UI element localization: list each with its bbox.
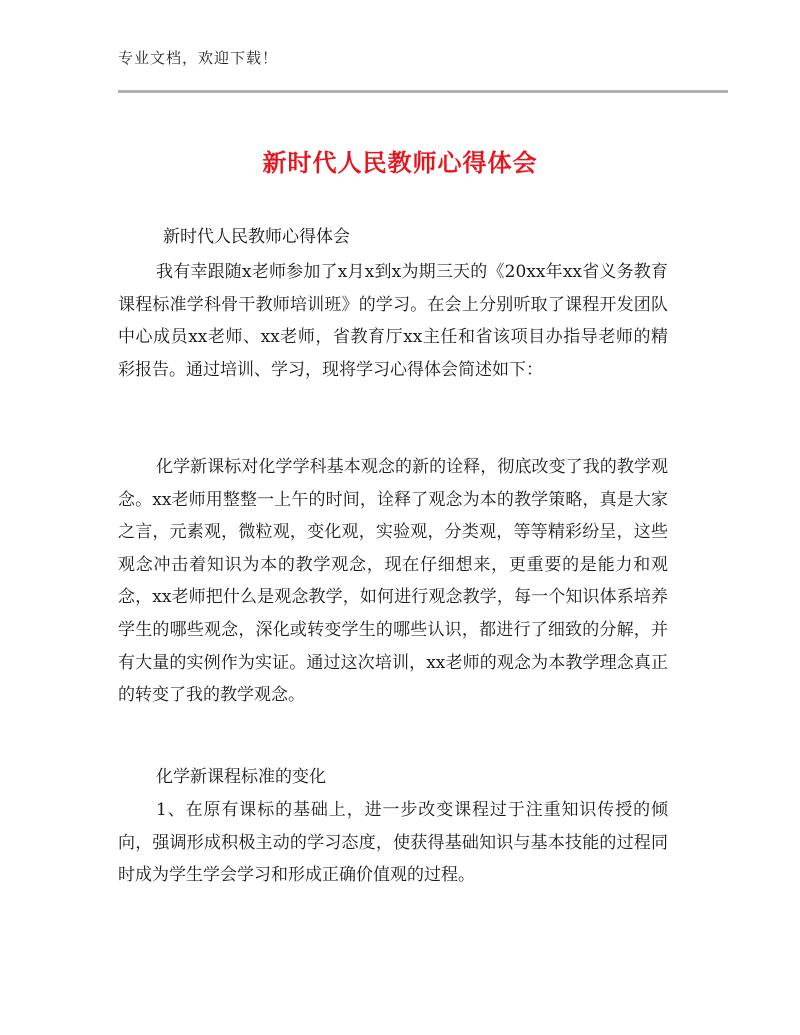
paragraph-intro: 我有幸跟随x老师参加了x月x到x为期三天的《20xx年xx省义务教育课程标准学科骨干教师培训班》的学习。在会上分别听取了课程开发团队中心成员xx老师、xx老师，省教育厅xx主任和省该项目办指导老师的精彩报告。通过培训、学习，现将学习心得体会简述如下： [118,262,668,380]
page-header-text: 专业文档，欢迎下载！ [118,49,279,67]
paragraph-section-heading: 化学新课程标准的变化 [156,767,326,787]
document-title: 新时代人民教师心得体会 [262,149,538,177]
paragraph-concepts: 化学新课标对化学学科基本观念的新的诠释，彻底改变了我的教学观念。xx老师用整整一上午的时间，诠释了观念为本的教学策略，真是大家之言，元素观，微粒观，变化观，实验观，分类观，等等精彩纷呈，这些观念冲击着知识为本的教学观念，现在仔细想来，更重要的是能力和观念，xx老师把什么是观念教学，如何进行观念教学，每一个知识体系培养学生的哪些观念，深化或转变学生的哪些认识，都进行了细致的分解，并有大量的实例作为实证。通过这次培训，xx老师的观念为本教学理念真正的转变了我的教学观念。 [118,457,668,706]
paragraph-point-1: 1、在原有课标的基础上，进一步改变课程过于注重知识传授的倾向，强调形成积极主动的学习态度，使获得基础知识与基本技能的过程同时成为学生学会学习和形成正确价值观的过程。 [118,800,668,886]
header-divider [118,90,728,93]
document-subtitle: 新时代人民教师心得体会 [163,227,350,247]
